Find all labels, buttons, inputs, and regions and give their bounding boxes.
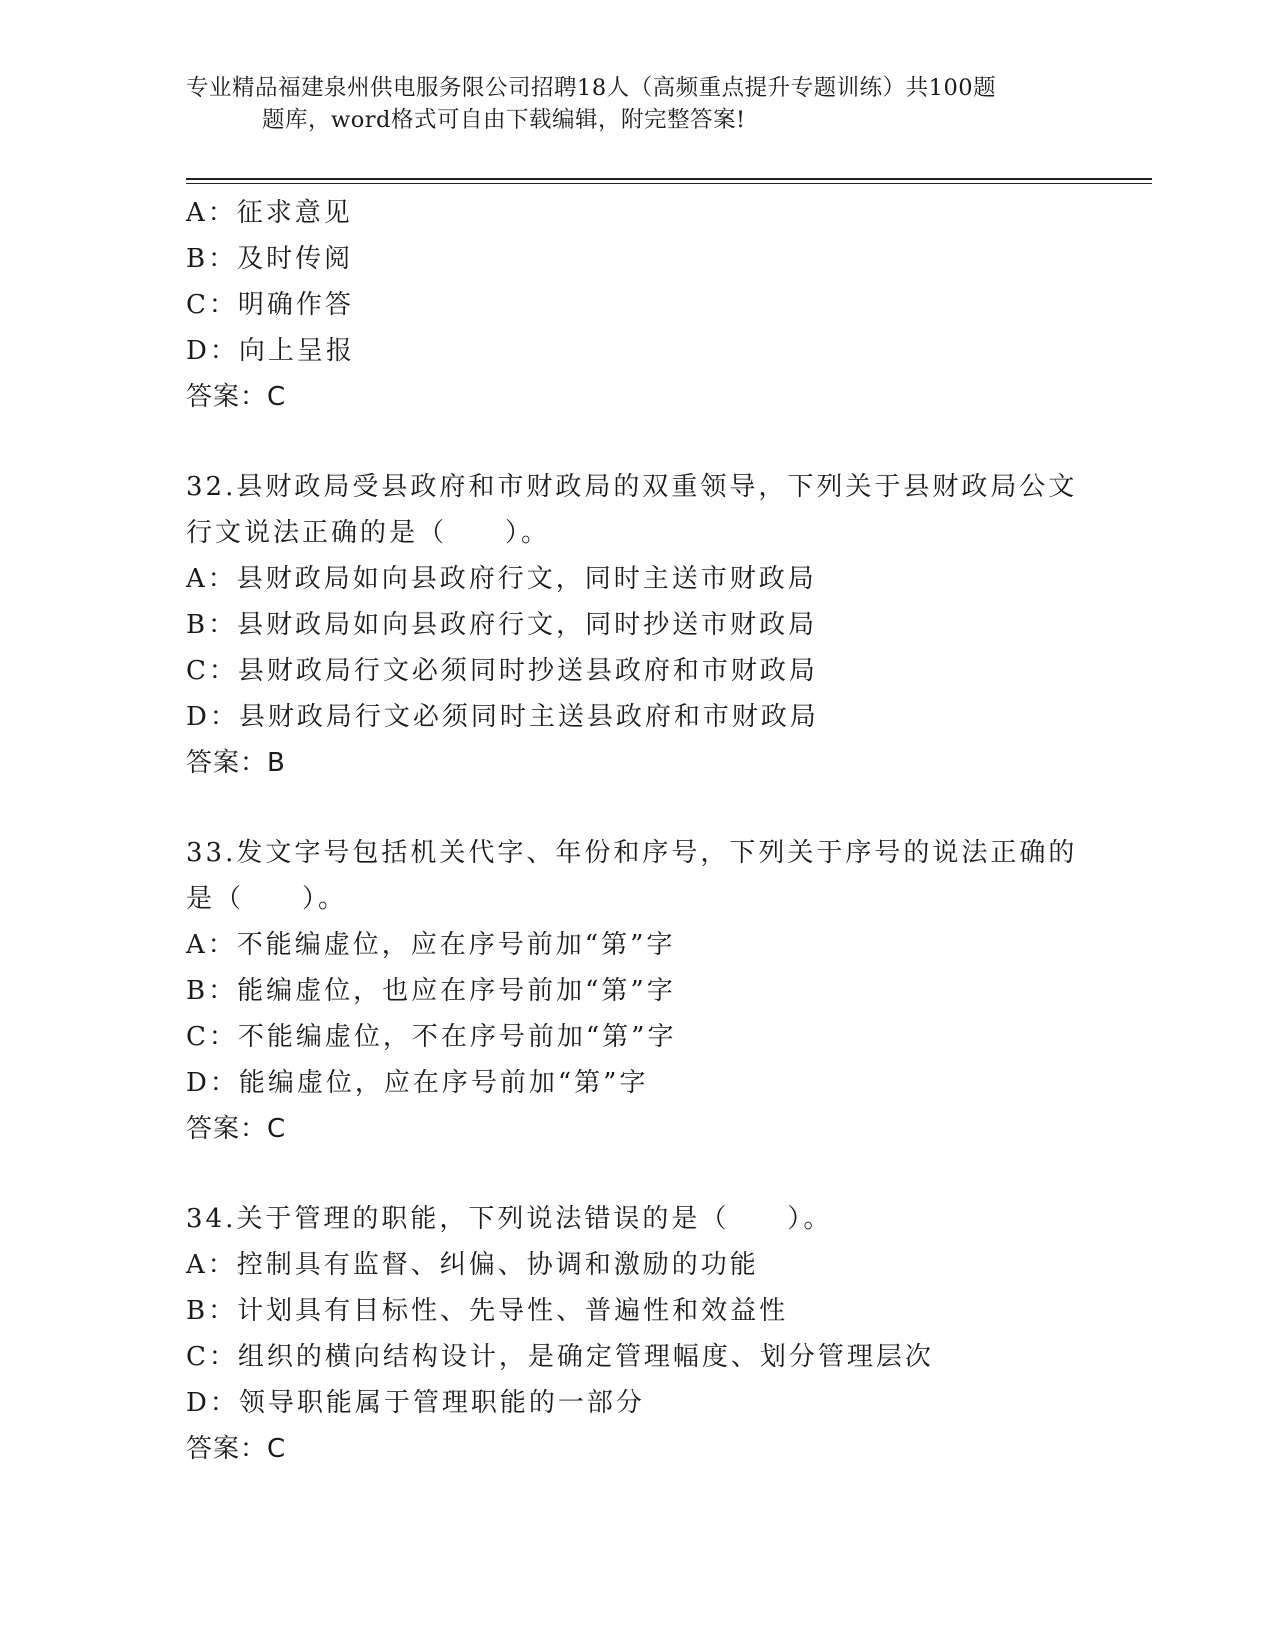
header-rule-thin	[186, 183, 1152, 184]
question-31	[186, 190, 1086, 420]
question-stem: 34.关于管理的职能，下列说法错误的是（ ）。	[186, 1204, 833, 1234]
option-c: C：不能编虚位，不在序号前加“第”字	[186, 1022, 677, 1052]
option-c: C：明确作答	[186, 290, 354, 320]
answer: 答案：B	[186, 748, 286, 778]
option-d: D：向上呈报	[186, 336, 355, 366]
option-a: A：县财政局如向县政府行文，同时主送市财政局	[186, 564, 817, 594]
option-b: B：及时传阅	[186, 244, 354, 274]
option-b: B：县财政局如向县政府行文，同时抄送市财政局	[186, 610, 818, 640]
option-b: B：能编虚位，也应在序号前加“第”字	[186, 976, 676, 1006]
question-stem-cont: 是（ ）。	[186, 884, 348, 914]
option-c: C：组织的横向结构设计，是确定管理幅度、划分管理层次	[186, 1342, 934, 1372]
option-a: A：不能编虚位，应在序号前加“第”字	[186, 930, 676, 960]
question-34	[186, 1196, 1086, 1472]
option-d: D：能编虚位，应在序号前加“第”字	[186, 1068, 649, 1098]
question-32	[186, 464, 1086, 786]
question-stem-cont: 行文说法正确的是（ ）。	[186, 518, 551, 548]
header-line-1: 专业精品福建泉州供电服务限公司招聘18人（高频重点提升专题训练）共100题	[186, 75, 997, 101]
option-b: B：计划具有目标性、先导性、普遍性和效益性	[186, 1296, 789, 1326]
answer: 答案：C	[186, 382, 287, 412]
question-stem: 32.县财政局受县政府和市财政局的双重领导，下列关于县财政局公文	[186, 472, 1078, 502]
document-header	[186, 72, 1086, 136]
answer: 答案：C	[186, 1114, 287, 1144]
option-a: A：控制具有监督、纠偏、协调和激励的功能	[186, 1250, 759, 1280]
header-line-2: 题库，word格式可自由下载编辑，附完整答案!	[262, 107, 746, 133]
question-stem: 33.发文字号包括机关代字、年份和序号，下列关于序号的说法正确的	[186, 838, 1078, 868]
option-a: A：征求意见	[186, 198, 353, 228]
answer: 答案：C	[186, 1434, 287, 1464]
header-rule-thick	[186, 178, 1152, 180]
option-d: D：县财政局行文必须同时主送县政府和市财政局	[186, 702, 819, 732]
option-c: C：县财政局行文必须同时抄送县政府和市财政局	[186, 656, 818, 686]
question-33	[186, 830, 1086, 1152]
option-d: D：领导职能属于管理职能的一部分	[186, 1388, 645, 1418]
question-list	[186, 190, 1086, 1472]
